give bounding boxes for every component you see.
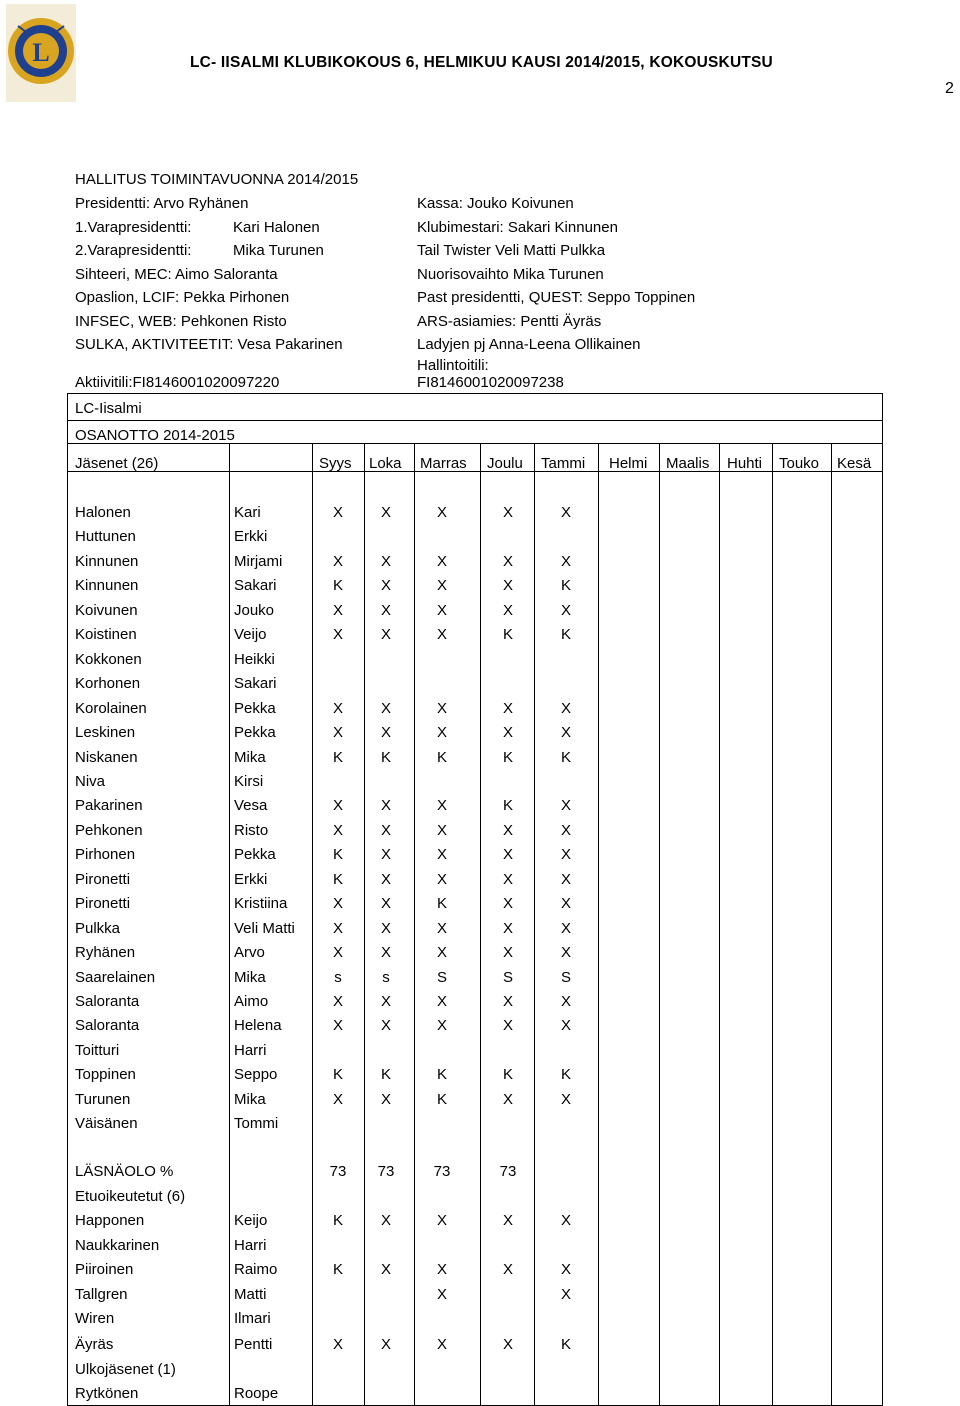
month-header: Joulu	[487, 455, 523, 472]
attendance-mark: X	[380, 1017, 392, 1035]
attendance-mark: X	[560, 699, 572, 717]
column-rule	[659, 443, 660, 1406]
attendance-mark: X	[332, 797, 344, 815]
attendance-mark: X	[502, 1212, 514, 1229]
attendance-mark: X	[560, 846, 572, 864]
attendance-mark: X	[332, 821, 344, 839]
member-first-name: Aimo	[234, 993, 269, 1010]
attendance-mark: X	[332, 699, 344, 717]
attendance-mark: X	[380, 1336, 392, 1353]
attendance-mark: K	[560, 577, 572, 595]
member-last-name: Koistinen	[75, 626, 137, 644]
attendance-mark: X	[380, 870, 392, 888]
attendance-mark: X	[560, 993, 572, 1010]
attendance-mark: K	[380, 748, 392, 766]
attendance-mark: X	[380, 846, 392, 864]
attendance-mark: X	[502, 699, 514, 717]
attendance-mark: K	[502, 748, 514, 766]
attendance-mark: X	[380, 626, 392, 644]
member-last-name: Toppinen	[75, 1066, 136, 1084]
attendance-mark: X	[436, 724, 448, 742]
attendance-mark: X	[436, 601, 448, 619]
member-last-name: Tallgren	[75, 1286, 128, 1303]
attendance-mark: X	[332, 1017, 344, 1035]
member-first-name: Veijo	[234, 626, 267, 644]
member-last-name: Saloranta	[75, 993, 140, 1010]
board-right-line: ARS-asiamies: Pentti Äyräs	[417, 313, 602, 330]
page-number: 2	[945, 80, 954, 97]
attendance-mark: X	[380, 895, 392, 913]
attendance-table	[67, 393, 883, 1406]
attendance-mark: X	[436, 1286, 448, 1303]
board-right-line: Klubimestari: Sakari Kinnunen	[417, 219, 618, 236]
member-first-name: Pekka	[234, 724, 276, 742]
member-last-name: Pulkka	[75, 919, 121, 937]
board-left-line: INFSEC, WEB: Pehkonen Risto	[75, 313, 287, 330]
attendance-mark: X	[332, 552, 344, 570]
member-first-name: Tommi	[234, 1115, 279, 1133]
attendance-mark: X	[502, 1336, 514, 1353]
member-first-name: Jouko	[234, 601, 275, 619]
member-last-name: Turunen	[75, 1090, 131, 1108]
club-name: LC-Iisalmi	[75, 400, 142, 417]
member-last-name: Kinnunen	[75, 552, 139, 570]
attendance-mark: X	[436, 1212, 448, 1229]
member-last-name: Happonen	[75, 1212, 145, 1229]
attendance-mark: X	[502, 870, 514, 888]
member-last-name: Väisänen	[75, 1115, 138, 1133]
attendance-mark: X	[560, 601, 572, 619]
attendance-mark: X	[502, 601, 514, 619]
attendance-mark: X	[560, 944, 572, 962]
page-header-title: LC- IISALMI KLUBIKOKOUS 6, HELMIKUU KAUSI 2014/2015, KOKOUSKUTSU	[190, 54, 773, 71]
attendance-mark: X	[332, 919, 344, 937]
board-left-line: Opaslion, LCIF: Pekka Pirhonen	[75, 289, 290, 306]
attendance-mark: X	[436, 1017, 448, 1035]
attendance-mark: X	[436, 1336, 448, 1353]
attendance-mark: X	[560, 1017, 572, 1035]
attendance-mark: S	[560, 968, 572, 986]
member-first-name: Seppo	[234, 1066, 278, 1084]
attendance-mark: X	[380, 1212, 392, 1229]
attendance-mark: X	[332, 993, 344, 1010]
vp2-name: Mika Turunen	[233, 242, 324, 259]
attendance-mark: S	[502, 968, 514, 986]
member-first-name: Sakari	[234, 675, 277, 693]
attendance-mark: X	[502, 1017, 514, 1035]
column-rule	[598, 443, 599, 1406]
member-last-name: Saloranta	[75, 1017, 140, 1035]
member-first-name: Mika	[234, 1090, 266, 1108]
attendance-mark: X	[332, 895, 344, 913]
attendance-mark: X	[502, 1090, 514, 1108]
attendance-mark: K	[332, 1261, 344, 1278]
attendance-mark: X	[502, 724, 514, 742]
attendance-mark: X	[436, 699, 448, 717]
member-first-name: Pekka	[234, 699, 276, 717]
member-first-name: Arvo	[234, 944, 265, 962]
attendance-mark: X	[560, 821, 572, 839]
member-last-name: Ryhänen	[75, 944, 136, 962]
attendance-mark: X	[502, 552, 514, 570]
attendance-mark: X	[502, 919, 514, 937]
attendance-mark: X	[380, 552, 392, 570]
column-rule	[480, 443, 481, 1406]
attendance-mark: K	[380, 1066, 392, 1084]
member-last-name: Toitturi	[75, 1041, 120, 1059]
attendance-mark: X	[380, 1090, 392, 1108]
external-header: Ulkojäsenet (1)	[75, 1361, 176, 1378]
attendance-mark: K	[560, 626, 572, 644]
month-header: Touko	[779, 455, 820, 472]
attendance-mark: X	[560, 1261, 572, 1278]
lions-logo	[6, 4, 76, 102]
board-left-line: 2.Varapresidentti:	[75, 242, 192, 259]
member-last-name: Korolainen	[75, 699, 147, 717]
attendance-mark: s	[382, 968, 390, 986]
member-last-name: Rytkönen	[75, 1385, 139, 1402]
attendance-mark: X	[502, 944, 514, 962]
attendance-mark: K	[332, 577, 344, 595]
attendance-mark: X	[332, 724, 344, 742]
member-first-name: Erkki	[234, 528, 268, 546]
column-rule	[534, 443, 535, 1406]
member-first-name: Mika	[234, 968, 266, 986]
month-header: Loka	[369, 455, 402, 472]
board-right-line: Past presidentti, QUEST: Seppo Toppinen	[417, 289, 696, 306]
member-last-name: Wiren	[75, 1310, 115, 1327]
attendance-mark: K	[332, 870, 344, 888]
attendance-mark: K	[560, 1066, 572, 1084]
member-first-name: Kari	[234, 504, 261, 521]
attendance-mark: X	[380, 577, 392, 595]
member-first-name: Risto	[234, 821, 269, 839]
attendance-mark: X	[560, 919, 572, 937]
attendance-mark: X	[380, 1261, 392, 1278]
month-header: Marras	[420, 455, 467, 472]
attendance-mark: s	[334, 968, 342, 986]
presence-value: 73	[499, 1163, 517, 1180]
attendance-mark: X	[502, 504, 514, 521]
board-right-line: Kassa: Jouko Koivunen	[417, 195, 574, 212]
column-rule	[719, 443, 720, 1406]
attendance-mark: X	[502, 993, 514, 1010]
attendance-mark: X	[436, 846, 448, 864]
members-header: Jäsenet (26)	[75, 455, 159, 472]
member-last-name: Pehkonen	[75, 821, 143, 839]
attendance-mark: X	[560, 895, 572, 913]
member-last-name: Kokkonen	[75, 650, 142, 668]
admin-account-label: Hallintoitili:	[417, 357, 489, 374]
attendance-mark: K	[502, 626, 514, 644]
board-right-line: Ladyjen pj Anna-Leena Ollikainen	[417, 336, 641, 353]
attendance-mark: X	[332, 944, 344, 962]
month-header: Helmi	[609, 455, 648, 472]
svg-text:L: L	[32, 38, 50, 67]
board-right-line: Nuorisovaihto Mika Turunen	[417, 266, 604, 283]
month-header: Kesä	[837, 455, 872, 472]
member-first-name: Roope	[234, 1385, 279, 1402]
member-last-name: Niskanen	[75, 748, 138, 766]
attendance-mark: X	[502, 1261, 514, 1278]
member-first-name: Vesa	[234, 797, 268, 815]
attendance-mark: X	[502, 821, 514, 839]
attendance-mark: X	[560, 1090, 572, 1108]
member-first-name: Kirsi	[234, 772, 264, 790]
attendance-mark: X	[436, 552, 448, 570]
member-last-name: Koivunen	[75, 601, 138, 619]
vp1-name: Kari Halonen	[233, 219, 320, 236]
month-header: Syys	[319, 455, 352, 472]
member-last-name: Piiroinen	[75, 1261, 134, 1278]
attendance-mark: X	[332, 1090, 344, 1108]
table-rule	[67, 420, 883, 421]
attendance-mark: K	[560, 1336, 572, 1353]
attendance-mark: K	[436, 1090, 448, 1108]
member-last-name: Huttunen	[75, 528, 136, 546]
attendance-mark: K	[560, 748, 572, 766]
attendance-mark: S	[436, 968, 448, 986]
attendance-mark: X	[560, 797, 572, 815]
attendance-mark: X	[560, 1286, 572, 1303]
attendance-mark: K	[332, 846, 344, 864]
presence-label: LÄSNÄOLO %	[75, 1163, 174, 1180]
column-rule	[312, 443, 313, 1406]
member-first-name: Sakari	[234, 577, 277, 595]
board-heading: HALLITUS TOIMINTAVUONNA 2014/2015	[75, 171, 359, 188]
attendance-mark: X	[380, 993, 392, 1010]
attendance-mark: X	[502, 895, 514, 913]
member-first-name: Keijo	[234, 1212, 268, 1229]
member-last-name: Korhonen	[75, 675, 141, 693]
member-first-name: Ilmari	[234, 1310, 271, 1327]
attendance-mark: X	[436, 1261, 448, 1278]
attendance-mark: X	[380, 944, 392, 962]
board-left-line: Presidentti: Arvo Ryhänen	[75, 195, 249, 212]
member-first-name: Pentti	[234, 1336, 273, 1353]
attendance-mark: X	[436, 870, 448, 888]
attendance-mark: K	[332, 1066, 344, 1084]
attendance-mark: X	[332, 626, 344, 644]
attendance-mark: K	[502, 797, 514, 815]
member-first-name: Pekka	[234, 846, 276, 864]
attendance-mark: K	[436, 748, 448, 766]
board-left-line: SULKA, AKTIVITEETIT: Vesa Pakarinen	[75, 336, 343, 353]
column-rule	[229, 443, 230, 1406]
honorary-header: Etuoikeutetut (6)	[75, 1188, 186, 1205]
attendance-mark: X	[436, 504, 448, 521]
attendance-mark: X	[436, 626, 448, 644]
attendance-mark: X	[332, 504, 344, 521]
attendance-mark: K	[436, 895, 448, 913]
member-last-name: Pakarinen	[75, 797, 143, 815]
board-left-line: Sihteeri, MEC: Aimo Saloranta	[75, 266, 278, 283]
member-last-name: Leskinen	[75, 724, 136, 742]
attendance-mark: X	[380, 504, 392, 521]
member-first-name: Heikki	[234, 650, 275, 668]
member-last-name: Pirhonen	[75, 846, 136, 864]
board-left-line: 1.Varapresidentti:	[75, 219, 192, 236]
member-last-name: Halonen	[75, 504, 131, 521]
member-last-name: Saarelainen	[75, 968, 156, 986]
member-first-name: Mirjami	[234, 552, 283, 570]
attendance-mark: X	[332, 1336, 344, 1353]
attendance-mark: X	[380, 797, 392, 815]
attendance-mark: X	[560, 870, 572, 888]
attendance-mark: K	[436, 1066, 448, 1084]
member-first-name: Harri	[234, 1237, 267, 1254]
attendance-mark: X	[380, 821, 392, 839]
month-header: Maalis	[666, 455, 710, 472]
presence-value: 73	[377, 1163, 395, 1180]
attendance-mark: K	[332, 748, 344, 766]
attendance-mark: X	[380, 699, 392, 717]
member-last-name: Kinnunen	[75, 577, 139, 595]
attendance-mark: X	[380, 724, 392, 742]
admin-account: FI8146001020097238	[417, 374, 564, 391]
member-last-name: Pironetti	[75, 895, 131, 913]
member-first-name: Matti	[234, 1286, 267, 1303]
table-subtitle: OSANOTTO 2014-2015	[75, 427, 235, 444]
active-account: Aktiivitili:FI8146001020097220	[75, 374, 280, 391]
column-rule	[414, 443, 415, 1406]
member-first-name: Mika	[234, 748, 266, 766]
attendance-mark: K	[332, 1212, 344, 1229]
attendance-mark: X	[560, 552, 572, 570]
column-rule	[364, 443, 365, 1406]
column-rule	[831, 443, 832, 1406]
board-right-line: Tail Twister Veli Matti Pulkka	[417, 242, 606, 259]
member-first-name: Helena	[234, 1017, 282, 1035]
attendance-mark: X	[380, 601, 392, 619]
attendance-mark: X	[560, 1212, 572, 1229]
attendance-mark: X	[436, 577, 448, 595]
attendance-mark: X	[560, 724, 572, 742]
month-header: Huhti	[727, 455, 763, 472]
presence-value: 73	[329, 1163, 347, 1180]
attendance-mark: X	[436, 821, 448, 839]
attendance-mark: X	[436, 993, 448, 1010]
attendance-mark: X	[380, 919, 392, 937]
attendance-mark: X	[502, 846, 514, 864]
member-first-name: Veli Matti	[234, 919, 295, 937]
attendance-mark: X	[436, 944, 448, 962]
member-first-name: Raimo	[234, 1261, 278, 1278]
presence-value: 73	[433, 1163, 451, 1180]
attendance-mark: X	[436, 797, 448, 815]
member-first-name: Harri	[234, 1041, 267, 1059]
attendance-mark: K	[502, 1066, 514, 1084]
table-border	[67, 393, 883, 1406]
month-header: Tammi	[541, 455, 586, 472]
member-last-name: Niva	[75, 772, 106, 790]
member-first-name: Erkki	[234, 870, 268, 888]
attendance-mark: X	[332, 601, 344, 619]
attendance-mark: X	[436, 919, 448, 937]
member-first-name: Kristiina	[234, 895, 288, 913]
attendance-mark: X	[502, 577, 514, 595]
member-last-name: Äyräs	[75, 1336, 114, 1353]
member-last-name: Pironetti	[75, 870, 131, 888]
member-last-name: Naukkarinen	[75, 1237, 160, 1254]
attendance-mark: X	[560, 504, 572, 521]
column-rule	[772, 443, 773, 1406]
